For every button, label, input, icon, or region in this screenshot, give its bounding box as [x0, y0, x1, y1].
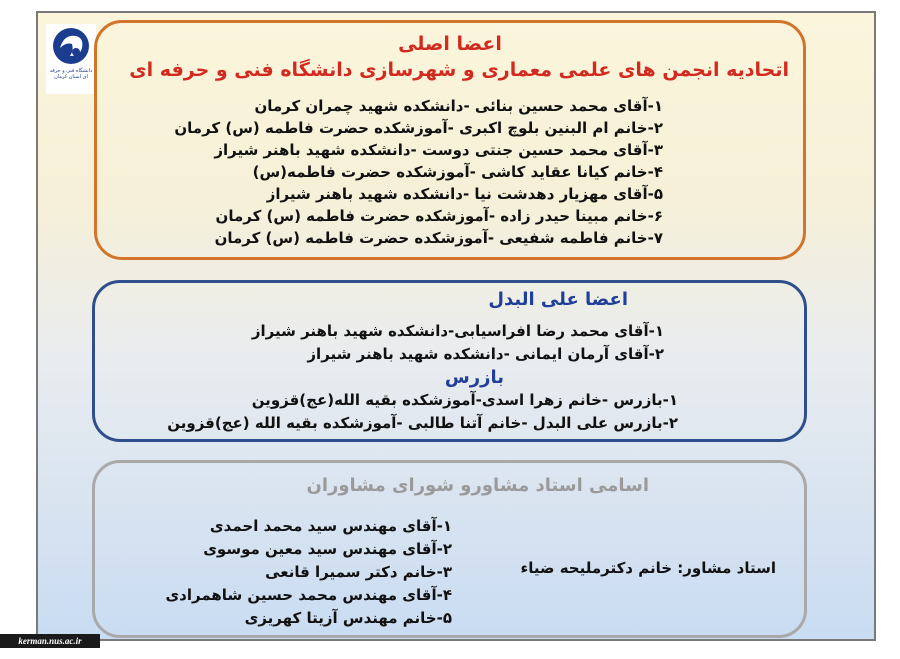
main-members-box — [94, 20, 806, 260]
list-item: ۱-آقای مهندس سید محمد احمدی — [209, 517, 452, 535]
university-logo — [46, 24, 96, 94]
advisors-list — [165, 515, 452, 630]
list-item: ۶-خانم مبینا حیدر زاده -آموزشکده حضرت فاطمه (س) کرمان — [215, 207, 663, 225]
list-item: ۴-آقای مهندس محمد حسین شاهمرادی — [165, 586, 452, 604]
list-item: ۱-آقای محمد حسین بنائی -دانشکده شهید چمران کرمان — [254, 97, 663, 115]
list-item: ۳-آقای محمد حسین جنتی دوست -دانشکده شهید باهنر شیراز — [214, 141, 663, 159]
footer-url[interactable]: kerman.nus.ac.ir — [0, 634, 100, 648]
logo-emblem-icon — [50, 26, 92, 66]
advisors-box — [92, 460, 807, 638]
list-item: ۳-خانم دکتر سمیرا قانعی — [265, 563, 452, 581]
inspectors-title: بازرس — [444, 367, 504, 388]
main-members-list — [174, 95, 663, 249]
main-members-title: اعضا اصلی — [398, 33, 502, 55]
association-subtitle: اتحادیه انجمن های علمی معماری و شهرسازی دانشگاه فنی و حرفه ای — [129, 59, 789, 81]
advisors-title: اسامی استاد مشاورو شورای مشاوران — [306, 475, 649, 496]
list-item: ۱-آقای محمد رضا افراسیابی-دانشکده شهید باهنر شیراز — [251, 322, 664, 340]
list-item: ۲-خانم ام البنین بلوچ اکبری -آموزشکده حضرت فاطمه (س) کرمان — [174, 119, 663, 137]
logo-text: دانشگاه فنی و حرفه ای استان کرمان — [49, 68, 93, 80]
main-advisor: استاد مشاور: خانم دکترملیحه ضیاء — [520, 559, 776, 577]
alternate-members-title: اعضا علی البدل — [488, 289, 628, 310]
list-item: ۵-خانم مهندس آزیتا کهریزی — [244, 609, 452, 627]
list-item: ۵-آقای مهزیار دهدشت نیا -دانشکده شهید باهنر شیراز — [266, 185, 663, 203]
list-item: ۴-خانم کیانا عقاید کاشی -آموزشکده حضرت فاطمه(س) — [252, 163, 663, 181]
list-item: ۷-خانم فاطمه شفیعی -آموزشکده حضرت فاطمه (س) کرمان — [214, 229, 663, 247]
list-item: ۲-آقای آرمان ایمانی -دانشکده شهید باهنر شیراز — [307, 345, 664, 363]
list-item: ۲-بازرس علی البدل -خانم آتنا طالبی -آموزشکده بقیه الله (عج)قزوین — [167, 414, 678, 432]
inspectors-list — [167, 389, 678, 435]
alternate-members-box — [92, 280, 807, 442]
alternate-members-list — [252, 320, 664, 366]
list-item: ۲-آقای مهندس سید معین موسوی — [203, 540, 452, 558]
list-item: ۱-بازرس -خانم زهرا اسدی-آموزشکده بقیه الله(عج)قزوین — [251, 391, 678, 409]
